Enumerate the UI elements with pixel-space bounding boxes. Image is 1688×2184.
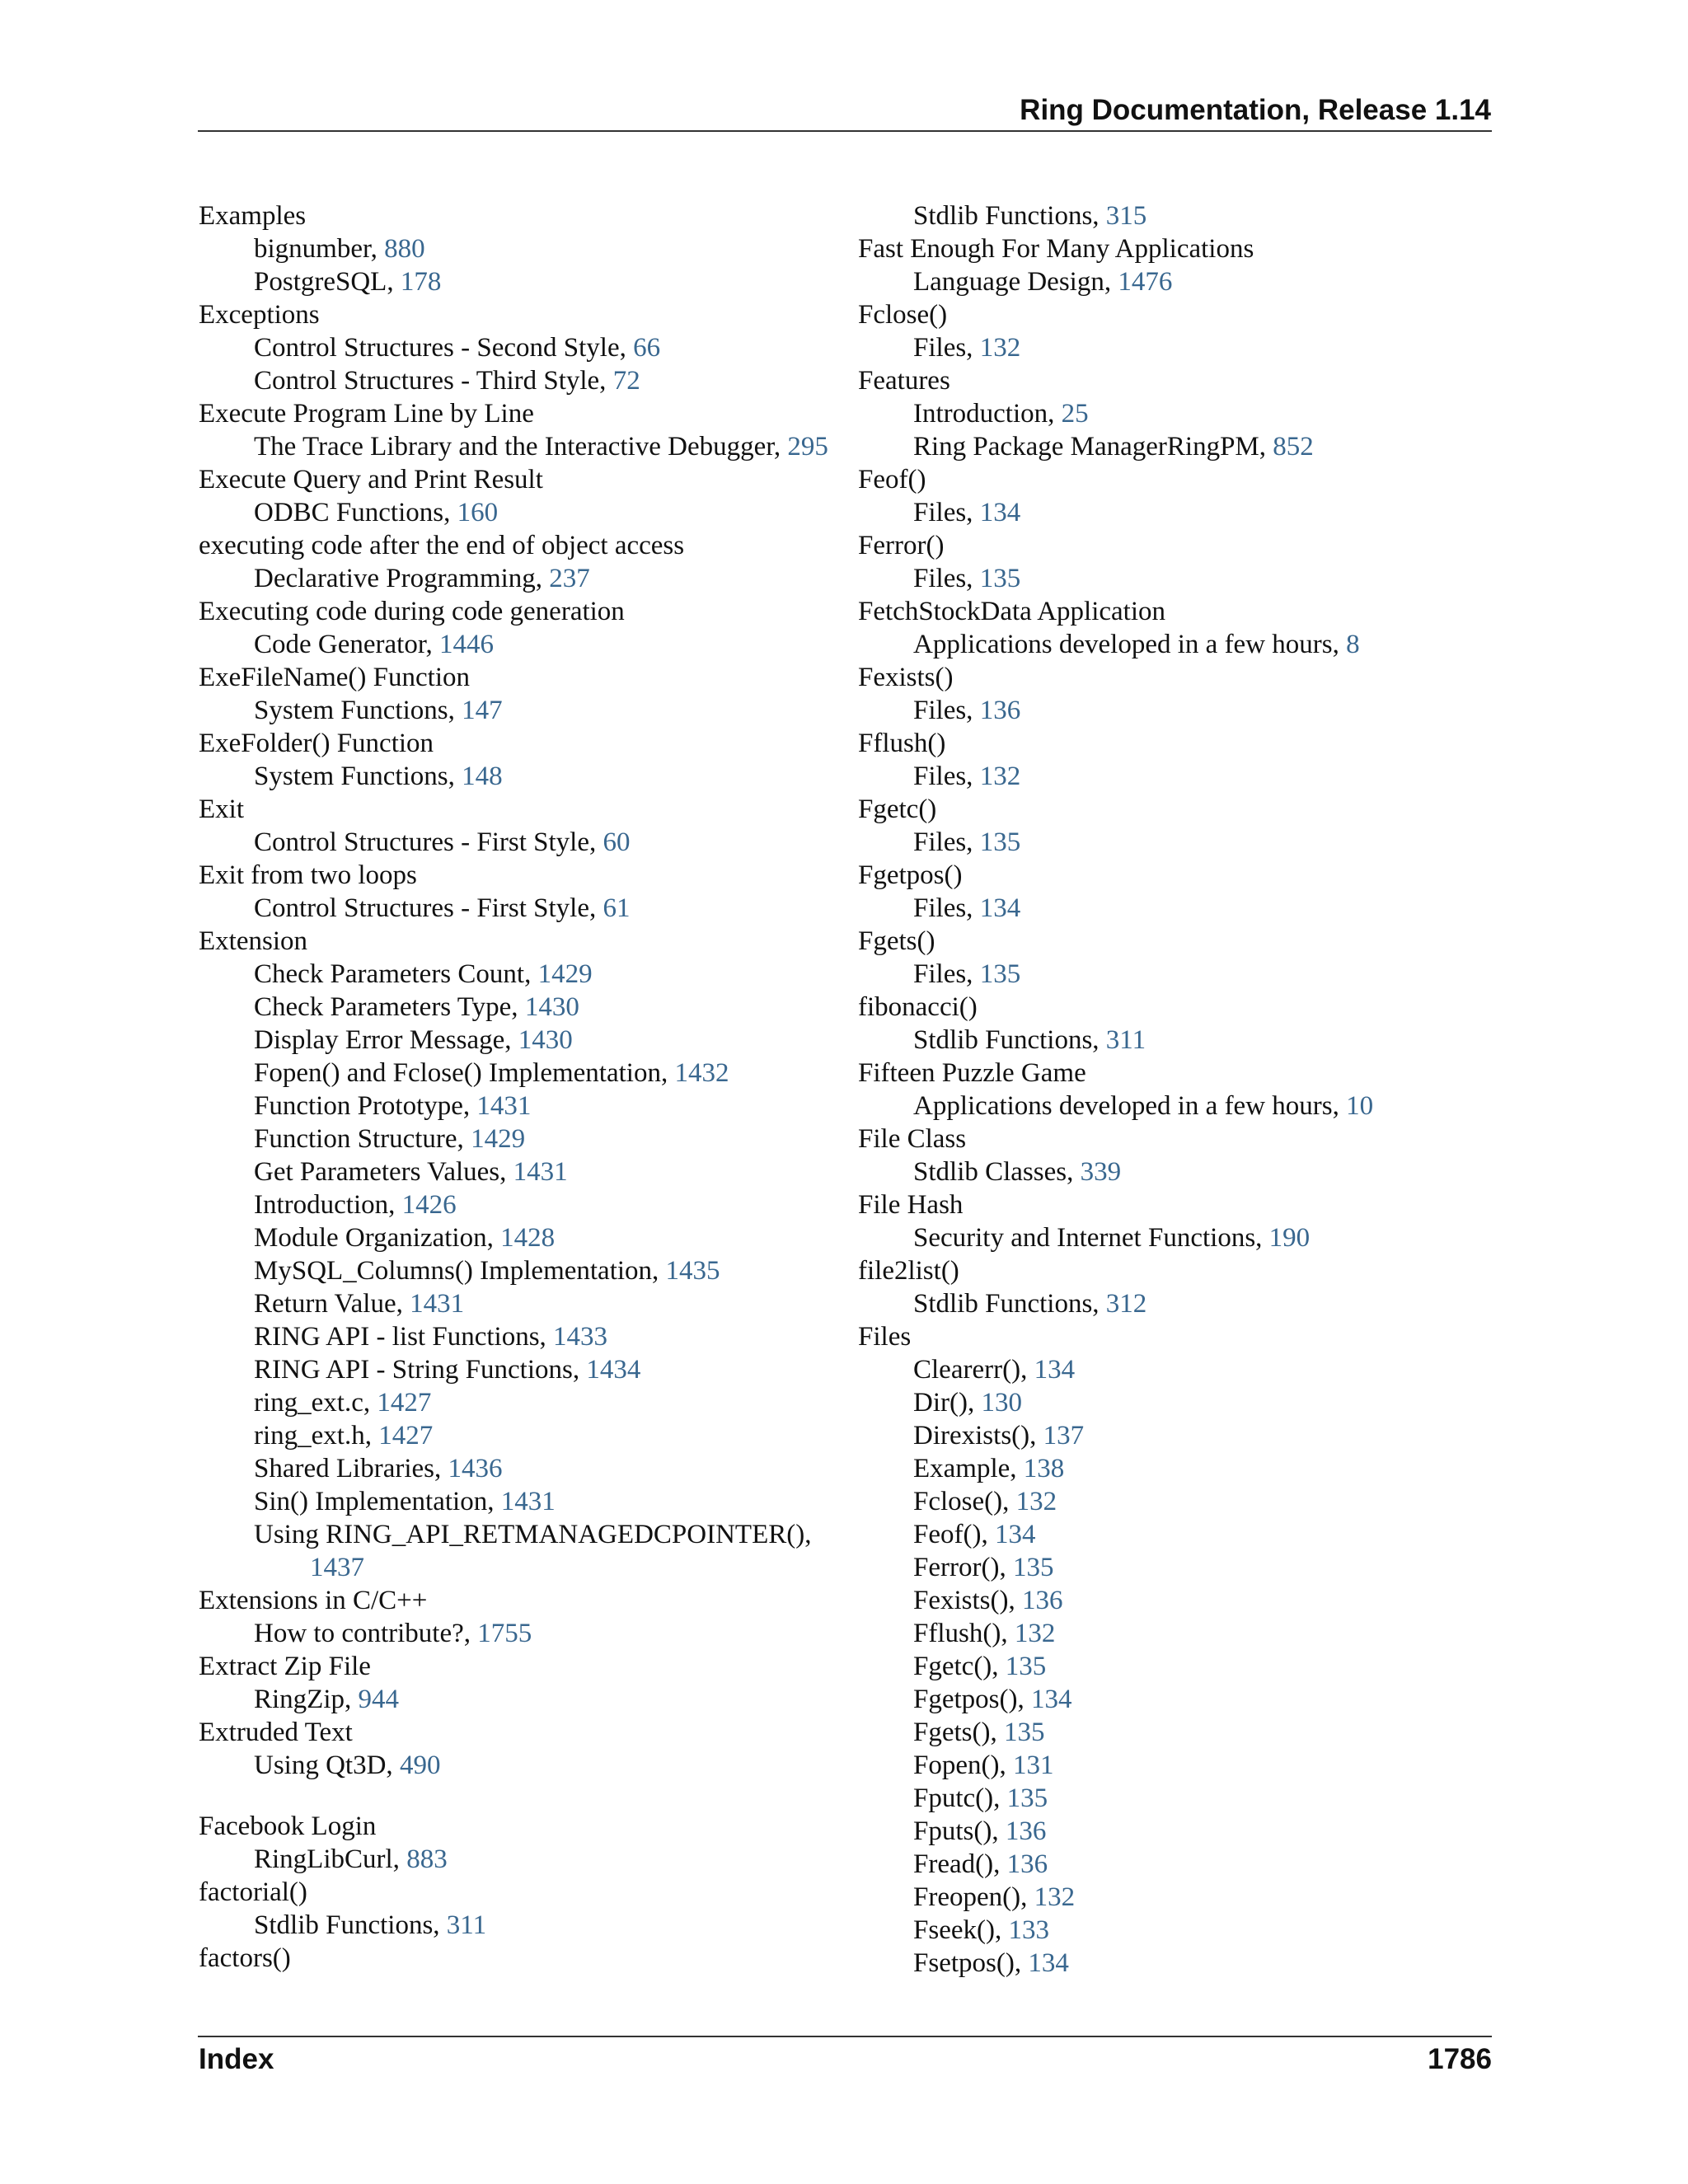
index-subentry — [199, 562, 842, 595]
index-entry-text: Fopen() and Fclose() Implementation, — [254, 1058, 675, 1088]
index-entry-text: Fflush(), — [913, 1619, 1015, 1648]
page-link[interactable]: 237 — [549, 564, 590, 593]
page-link[interactable]: 134 — [1031, 1685, 1072, 1714]
footer-rule — [198, 2036, 1492, 2037]
index-entry-text: RING API - String Functions, — [254, 1355, 587, 1385]
index-subentry — [199, 1057, 842, 1090]
page-link[interactable]: 1427 — [378, 1421, 434, 1451]
index-entry-text: Files, — [913, 696, 980, 725]
index-subentry — [199, 1353, 842, 1386]
page-link[interactable]: 135 — [1006, 1783, 1048, 1813]
index-subentry — [199, 1221, 842, 1254]
index-subentry — [858, 1353, 1501, 1386]
page-link[interactable]: 135 — [1005, 1652, 1047, 1681]
index-subentry — [858, 1551, 1501, 1584]
index-subentry — [199, 1024, 842, 1057]
index-entry-text: PostgreSQL, — [254, 267, 401, 297]
index-subentry — [858, 1452, 1501, 1485]
index-entry-text: Features — [858, 366, 950, 396]
index-subentry — [199, 694, 842, 727]
index-entry-text: executing code after the end of object access — [199, 531, 685, 560]
index-entry-text: Freopen(), — [913, 1882, 1034, 1912]
index-entry-text: Display Error Message, — [254, 1025, 518, 1055]
index-entry-text: factors() — [199, 1943, 291, 1973]
page-link[interactable]: 311 — [446, 1910, 487, 1940]
index-subentry — [858, 760, 1501, 793]
index-entry-text: Stdlib Functions, — [913, 1289, 1106, 1319]
header-rule — [198, 130, 1492, 132]
index-term — [199, 1650, 842, 1683]
page-link[interactable]: 1428 — [500, 1223, 556, 1253]
page-link[interactable]: 1431 — [476, 1091, 532, 1121]
index-entry-text: How to contribute?, — [254, 1619, 478, 1648]
index-subentry — [858, 826, 1501, 859]
page-link[interactable]: 490 — [399, 1750, 441, 1780]
index-entry-text: RingZip, — [254, 1685, 359, 1714]
index-entry-text: Examples — [199, 201, 307, 231]
page-link[interactable]: 883 — [406, 1844, 448, 1874]
index-entry-text: Control Structures - Third Style, — [254, 366, 613, 396]
index-entry-text: Extract Zip File — [199, 1652, 371, 1681]
index-subentry — [858, 1683, 1501, 1716]
index-entry-text: Get Parameters Values, — [254, 1157, 513, 1187]
index-subentry — [858, 1485, 1501, 1518]
index-subentry — [199, 1617, 842, 1650]
index-entry-text: Fclose() — [858, 300, 948, 330]
index-entry-text: Fgetc(), — [913, 1652, 1006, 1681]
page-link[interactable]: 134 — [994, 1520, 1036, 1549]
index-entry-text: File Hash — [858, 1190, 964, 1220]
index-entry-text: Ring Package ManagerRingPM, — [913, 432, 1273, 462]
page-link[interactable]: 1437 — [310, 1553, 364, 1582]
index-entry-text: Fexists(), — [913, 1586, 1022, 1615]
page-link[interactable]: 1432 — [674, 1058, 729, 1088]
index-entry-text: Fopen(), — [913, 1750, 1013, 1780]
index-entry-text: Files, — [913, 827, 980, 857]
page-link[interactable]: 137 — [1043, 1421, 1085, 1451]
page-link[interactable]: 148 — [462, 762, 503, 791]
index-subentry — [858, 562, 1501, 595]
index-entry-text: Control Structures - First Style, — [254, 893, 603, 923]
page-link[interactable]: 132 — [1014, 1619, 1056, 1648]
index-subentry — [199, 1090, 842, 1122]
page-link[interactable]: 132 — [1015, 1487, 1057, 1516]
index-entry-text: bignumber, — [254, 234, 385, 264]
index-entry-text: RingLibCurl, — [254, 1844, 407, 1874]
index-entry-text: Introduction, — [254, 1190, 402, 1220]
index-entry-text: RING API - list Functions, — [254, 1322, 554, 1352]
index-term — [199, 793, 842, 826]
index-entry-text: Fputs(), — [913, 1816, 1006, 1846]
index-entry-text: Fflush() — [858, 729, 946, 758]
index-subentry — [858, 1947, 1501, 1980]
index-subentry — [199, 1386, 842, 1419]
index-subentry — [858, 1749, 1501, 1782]
index-entry-text: ExeFileName() Function — [199, 663, 471, 692]
page-link[interactable]: 944 — [358, 1685, 400, 1714]
index-entry-text: Extension — [199, 926, 307, 956]
index-entry-text: Return Value, — [254, 1289, 410, 1319]
page-link[interactable]: 1436 — [448, 1454, 503, 1483]
index-term — [199, 661, 842, 694]
index-subentry — [858, 1518, 1501, 1551]
page-link[interactable]: 60 — [603, 827, 631, 857]
index-subentry — [858, 958, 1501, 991]
page-link[interactable]: 134 — [1034, 1355, 1076, 1385]
index-subentry — [858, 1848, 1501, 1881]
index-term — [199, 1716, 842, 1749]
page-link[interactable]: 147 — [462, 696, 503, 725]
index-entry-text: Direxists(), — [913, 1421, 1043, 1451]
index-subentry — [199, 760, 842, 793]
page-link[interactable]: 136 — [1005, 1816, 1047, 1846]
index-subentry — [858, 1650, 1501, 1683]
index-term — [858, 364, 1501, 397]
page-link[interactable]: 132 — [979, 762, 1021, 791]
index-entry-text: File Class — [858, 1124, 967, 1154]
index-subentry — [858, 1815, 1501, 1848]
index-subentry — [858, 628, 1501, 661]
index-entry-text: The Trace Library and the Interactive Debugger, — [254, 432, 788, 462]
index-subentry — [199, 1155, 842, 1188]
index-term — [199, 298, 842, 331]
index-subentry — [858, 1221, 1501, 1254]
page-link[interactable]: 1426 — [401, 1190, 457, 1220]
page-link[interactable]: 72 — [612, 366, 640, 396]
index-term — [858, 529, 1501, 562]
page-link[interactable]: 131 — [1012, 1750, 1054, 1780]
index-entry-text: FetchStockData Application — [858, 597, 1166, 626]
page-link[interactable]: 8 — [1346, 630, 1360, 659]
index-entry-text: Stdlib Functions, — [913, 1025, 1106, 1055]
index-entry-text: Facebook Login — [199, 1811, 377, 1841]
index-subentry — [199, 628, 842, 661]
index-subentry — [858, 1419, 1501, 1452]
page-link[interactable]: 1430 — [518, 1025, 573, 1055]
index-entry-text: Example, — [913, 1454, 1024, 1483]
index-term — [858, 1188, 1501, 1221]
index-subentry — [199, 232, 842, 265]
index-entry-text: Fexists() — [858, 663, 954, 692]
index-term — [858, 793, 1501, 826]
index-entry-text: Language Design, — [913, 267, 1118, 297]
page-link[interactable]: 295 — [787, 432, 828, 462]
page-link[interactable]: 1434 — [586, 1355, 641, 1385]
page-link[interactable]: 1430 — [524, 992, 579, 1022]
index-subentry — [858, 199, 1501, 232]
index-entry-text: MySQL_Columns() Implementation, — [254, 1256, 666, 1286]
index-subentry — [858, 1287, 1501, 1320]
index-subentry — [199, 1287, 842, 1320]
index-subentry — [199, 364, 842, 397]
index-term — [858, 1320, 1501, 1353]
index-entry-text: Control Structures - First Style, — [254, 827, 603, 857]
index-subentry — [199, 331, 842, 364]
index-column-left — [199, 199, 842, 1975]
page-link[interactable]: 135 — [979, 827, 1021, 857]
page-link[interactable]: 135 — [979, 959, 1021, 989]
page-link[interactable]: 136 — [1022, 1586, 1063, 1615]
page-link[interactable]: 132 — [979, 333, 1021, 363]
index-entry-text: Clearerr(), — [913, 1355, 1034, 1385]
index-entry-text: ExeFolder() Function — [199, 729, 434, 758]
index-subentry — [199, 1843, 842, 1876]
index-entry-text: Fifteen Puzzle Game — [858, 1058, 1086, 1088]
index-term — [858, 595, 1501, 628]
index-entry-text: Dir(), — [913, 1388, 982, 1418]
page-link[interactable]: 311 — [1105, 1025, 1146, 1055]
index-term — [199, 1942, 842, 1975]
page-link[interactable]: 190 — [1268, 1223, 1311, 1253]
index-term — [199, 463, 842, 496]
index-term — [199, 1876, 842, 1909]
index-subentry — [199, 1518, 842, 1551]
index-subentry — [858, 1914, 1501, 1947]
index-entry-text: Stdlib Functions, — [254, 1910, 447, 1940]
index-entry-text: Fread(), — [913, 1849, 1007, 1879]
footer-page-number: 1786 — [1428, 2043, 1492, 2075]
index-subentry — [199, 1188, 842, 1221]
page-link[interactable]: 10 — [1346, 1091, 1374, 1121]
index-entry-text: Execute Program Line by Line — [199, 399, 534, 429]
index-subentry — [858, 397, 1501, 430]
index-column-right — [858, 199, 1501, 1980]
index-entry-text: Execute Query and Print Result — [199, 465, 543, 494]
index-spacer — [199, 1782, 842, 1810]
page-link[interactable]: 1429 — [471, 1124, 526, 1154]
page-link[interactable]: 1755 — [477, 1619, 532, 1648]
index-entry-text: factorial() — [199, 1877, 307, 1907]
index-entry-text: Exit — [199, 794, 244, 824]
page-link[interactable]: 339 — [1080, 1157, 1122, 1187]
page-link[interactable]: 312 — [1105, 1289, 1147, 1319]
index-entry-text: Ferror(), — [913, 1553, 1013, 1582]
index-subentry — [858, 496, 1501, 529]
index-entry-text: Security and Internet Functions, — [913, 1223, 1269, 1253]
page-link[interactable]: 178 — [400, 267, 442, 297]
index-subentry — [199, 1683, 842, 1716]
index-entry-text: Files, — [913, 498, 980, 527]
index-entry-text: Sin() Implementation, — [254, 1487, 501, 1516]
index-subentry — [199, 496, 842, 529]
index-entry-text: Function Prototype, — [254, 1091, 477, 1121]
index-subentry — [199, 892, 842, 925]
index-entry-text: Function Structure, — [254, 1124, 471, 1154]
index-term — [858, 1254, 1501, 1287]
index-entry-text: Fast Enough For Many Applications — [858, 234, 1254, 264]
page-link[interactable]: 1431 — [500, 1487, 556, 1516]
page-link[interactable]: 135 — [1004, 1718, 1045, 1747]
index-term — [199, 925, 842, 958]
index-entry-text: Using RING_API_RETMANAGEDCPOINTER(), — [254, 1520, 812, 1549]
index-entry-text: Using Qt3D, — [254, 1750, 400, 1780]
page-link[interactable]: 135 — [979, 564, 1021, 593]
index-term — [199, 529, 842, 562]
index-subentry — [858, 1716, 1501, 1749]
index-subentry — [199, 1419, 842, 1452]
index-subentry — [858, 1155, 1501, 1188]
index-entry-text: Fgets(), — [913, 1718, 1004, 1747]
index-entry-text: Files — [858, 1322, 912, 1352]
index-entry-text: file2list() — [858, 1256, 959, 1286]
page-link[interactable]: 136 — [979, 696, 1021, 725]
index-subentry — [199, 1909, 842, 1942]
index-term — [199, 1810, 842, 1843]
page-link[interactable]: 134 — [979, 498, 1021, 527]
index-subentry — [858, 694, 1501, 727]
index-entry-text: Applications developed in a few hours, — [913, 630, 1347, 659]
index-entry-text: System Functions, — [254, 696, 462, 725]
index-entry-text: Declarative Programming, — [254, 564, 550, 593]
index-entry-text: Fclose(), — [913, 1487, 1016, 1516]
index-entry-text: Extruded Text — [199, 1718, 353, 1747]
index-entry-text: Files, — [913, 762, 980, 791]
index-entry-text: Fgetpos(), — [913, 1685, 1031, 1714]
page-link[interactable]: 1446 — [439, 630, 495, 659]
page-link[interactable]: 135 — [1012, 1553, 1054, 1582]
page-link[interactable]: 134 — [1028, 1948, 1069, 1978]
index-term — [858, 1122, 1501, 1155]
index-entry-text: Ferror() — [858, 531, 945, 560]
page-link[interactable]: 138 — [1023, 1454, 1065, 1483]
page-link[interactable]: 130 — [981, 1388, 1022, 1418]
index-entry-text: Control Structures - Second Style, — [254, 333, 634, 363]
index-entry-text: Fgetc() — [858, 794, 937, 824]
index-subentry — [199, 958, 842, 991]
index-subentry — [858, 1782, 1501, 1815]
index-subentry — [858, 892, 1501, 925]
index-entry-text: Applications developed in a few hours, — [913, 1091, 1347, 1121]
index-subentry — [858, 1584, 1501, 1617]
page-link[interactable]: 1435 — [665, 1256, 720, 1286]
index-subentry — [858, 1617, 1501, 1650]
page-link[interactable]: 132 — [1034, 1882, 1076, 1912]
index-term — [199, 595, 842, 628]
page-link[interactable]: 133 — [1008, 1915, 1049, 1945]
document-title: Ring Documentation, Release 1.14 — [1020, 94, 1491, 126]
index-entry-text: Executing code during code generation — [199, 597, 625, 626]
index-entry-text: Exceptions — [199, 300, 320, 330]
index-subentry — [858, 265, 1501, 298]
index-entry-text: ODBC Functions, — [254, 498, 457, 527]
index-entry-text: Shared Libraries, — [254, 1454, 448, 1483]
index-subentry — [199, 1749, 842, 1782]
index-subentry — [199, 1320, 842, 1353]
index-term — [858, 1057, 1501, 1090]
index-term — [858, 991, 1501, 1024]
index-term — [858, 859, 1501, 892]
index-term — [858, 661, 1501, 694]
index-entry-text: Fputc(), — [913, 1783, 1007, 1813]
index-subentry — [199, 991, 842, 1024]
index-entry-text: Fsetpos(), — [913, 1948, 1029, 1978]
page-link[interactable]: 1431 — [410, 1289, 465, 1319]
index-entry-text: Fgetpos() — [858, 860, 963, 890]
index-entry-text: Feof(), — [913, 1520, 995, 1549]
index-subentry — [199, 1122, 842, 1155]
index-subentry — [199, 1485, 842, 1518]
index-entry-text: Module Organization, — [254, 1223, 501, 1253]
index-subentry — [199, 1551, 842, 1584]
index-entry-text: fibonacci() — [858, 992, 978, 1022]
index-entry-text: Stdlib Classes, — [913, 1157, 1081, 1187]
index-subentry — [858, 1024, 1501, 1057]
index-entry-text: Files, — [913, 333, 980, 363]
index-term — [858, 925, 1501, 958]
page-link[interactable]: 136 — [1006, 1849, 1048, 1879]
index-entry-text: ring_ext.c, — [254, 1388, 377, 1418]
page-link[interactable]: 852 — [1273, 432, 1314, 462]
index-term — [858, 298, 1501, 331]
page-link[interactable]: 25 — [1061, 399, 1089, 429]
index-subentry — [858, 331, 1501, 364]
index-entry-text: Files, — [913, 893, 980, 923]
page-link[interactable]: 160 — [457, 498, 499, 527]
index-subentry — [199, 826, 842, 859]
index-term — [199, 397, 842, 430]
page-link[interactable]: 1433 — [553, 1322, 608, 1352]
index-subentry — [199, 430, 842, 463]
page-link[interactable]: 1431 — [513, 1157, 568, 1187]
index-term — [199, 859, 842, 892]
index-term — [199, 1584, 842, 1617]
index-subentry — [199, 1254, 842, 1287]
page-link[interactable]: 1427 — [377, 1388, 432, 1418]
index-entry-text: Introduction, — [913, 399, 1062, 429]
index-term — [199, 727, 842, 760]
index-term — [858, 463, 1501, 496]
index-entry-text: Extensions in C/C++ — [199, 1586, 428, 1615]
page-link[interactable]: 61 — [603, 893, 631, 923]
index-entry-text: Check Parameters Count, — [254, 959, 538, 989]
index-entry-text: Files, — [913, 959, 980, 989]
index-entry-text: Check Parameters Type, — [254, 992, 525, 1022]
page-link[interactable]: 134 — [979, 893, 1021, 923]
index-subentry — [199, 1452, 842, 1485]
index-subentry — [858, 430, 1501, 463]
index-entry-text: System Functions, — [254, 762, 462, 791]
index-entry-text: Feof() — [858, 465, 926, 494]
index-subentry — [858, 1386, 1501, 1419]
page-link[interactable]: 315 — [1105, 201, 1147, 231]
index-term — [858, 727, 1501, 760]
index-entry-text: Exit from two loops — [199, 860, 417, 890]
index-term — [858, 232, 1501, 265]
index-entry-text: Fseek(), — [913, 1915, 1009, 1945]
footer-section-label: Index — [199, 2043, 274, 2075]
index-entry-text: Fgets() — [858, 926, 935, 956]
page-link[interactable]: 880 — [384, 234, 425, 264]
index-entry-text: Stdlib Functions, — [913, 201, 1106, 231]
index-subentry — [199, 265, 842, 298]
page-link[interactable]: 66 — [633, 333, 661, 363]
index-entry-text: Code Generator, — [254, 630, 440, 659]
page-link[interactable]: 1476 — [1118, 267, 1173, 297]
page-link[interactable]: 1429 — [537, 959, 593, 989]
index-subentry — [858, 1090, 1501, 1122]
index-subentry — [858, 1881, 1501, 1914]
index-entry-text: Files, — [913, 564, 980, 593]
index-term — [199, 199, 842, 232]
index-entry-text: ring_ext.h, — [254, 1421, 379, 1451]
